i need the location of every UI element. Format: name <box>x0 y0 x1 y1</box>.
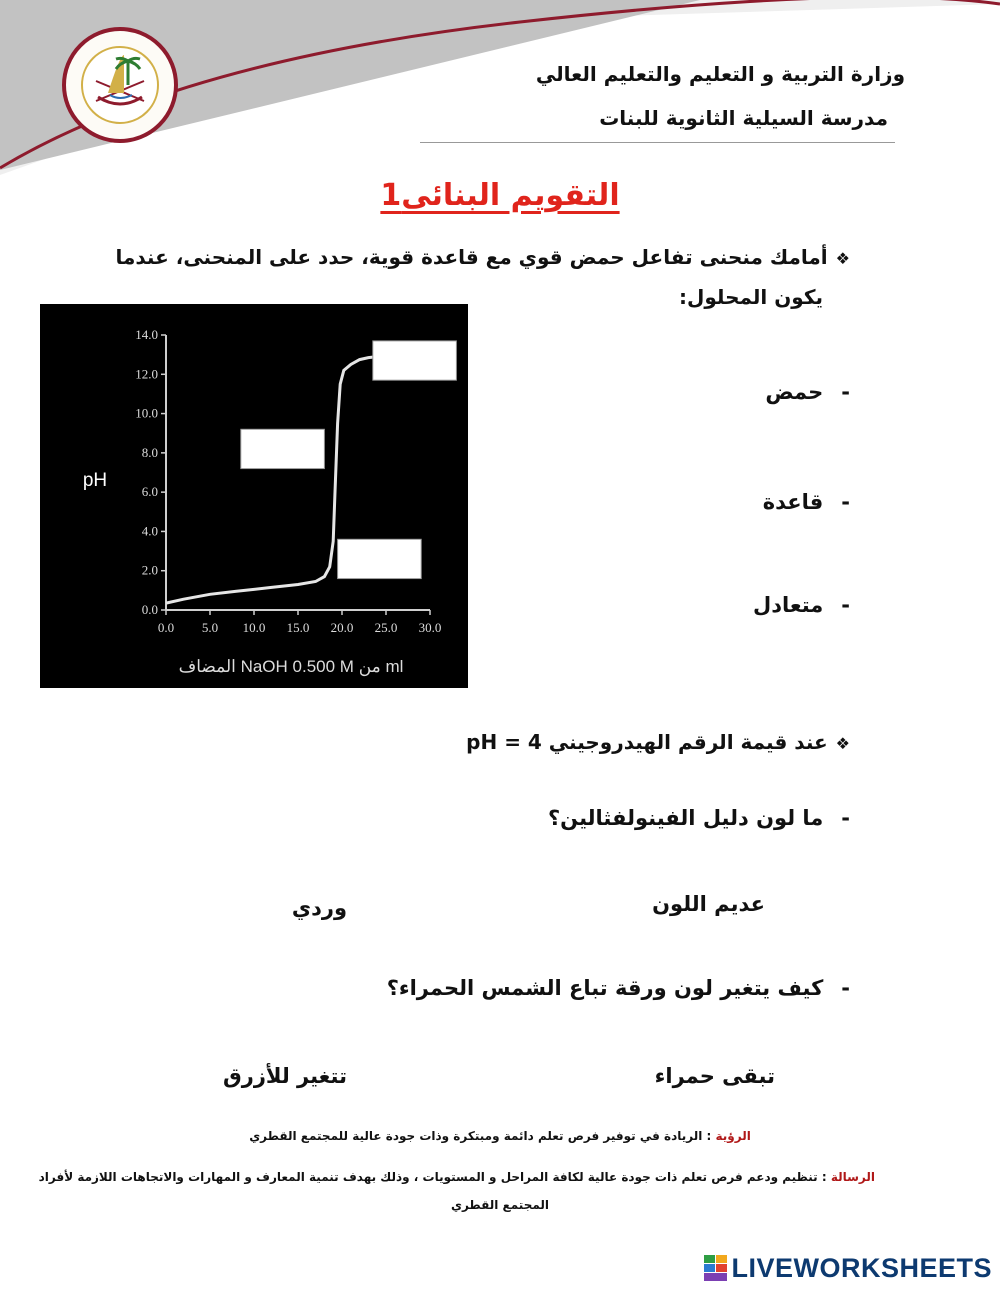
mission-statement: الرسالة : تنظيم ودعم فرص تعلم ذات جودة عالية لكافة المراحل و المستويات ، وذلك بهدف تنمية المعارف و المهارات والاتجاهات اللازمة لأفراد <box>38 1170 875 1184</box>
option-neutral <box>753 593 850 617</box>
chart-ylabel: pH <box>82 470 108 491</box>
liveworksheets-brand[interactable] <box>704 1253 992 1283</box>
x-tick-label: 0.0 <box>157 620 175 635</box>
sub-question-2-text: كيف يتغير لون ورقة تباع الشمس الحمراء؟ <box>386 976 824 1000</box>
option-neutral-label: متعادل <box>752 593 824 617</box>
choice-pink[interactable]: وردي <box>291 896 347 920</box>
sub-question-1-text: ما لون دليل الفينولفثالين؟ <box>548 806 824 830</box>
dash-bullet: - <box>841 976 850 1000</box>
y-tick-label: 6.0 <box>141 484 158 500</box>
liveworksheets-wordmark: LIVEWORKSHEETS <box>731 1252 992 1283</box>
question-2 <box>466 730 850 754</box>
page-title-wrap <box>0 178 1000 213</box>
dash-bullet: - <box>841 593 850 617</box>
vision-statement: الرؤية : الريادة في توفير فرص تعلم دائمة ومبتكرة وذات جودة عالية للمجتمع القطري <box>249 1129 751 1143</box>
y-tick-label: 10.0 <box>135 405 158 421</box>
header-divider <box>420 142 895 143</box>
question-1-text-cont: يكون المحلول: <box>679 285 823 309</box>
mission-label: الرسالة <box>830 1170 875 1184</box>
x-tick-label: 30.0 <box>418 620 442 635</box>
y-tick-label: 8.0 <box>141 444 158 460</box>
vision-label: الرؤية <box>715 1129 751 1143</box>
option-acid-label: حمض <box>765 380 824 404</box>
x-tick-label: 5.0 <box>201 620 219 635</box>
diamond-bullet-icon: ❖ <box>835 249 850 268</box>
school-name: مدرسة السيلية الثانوية للبنات <box>599 106 888 130</box>
vision-text: الريادة في توفير فرص تعلم دائمة ومبتكرة وذات جودة عالية للمجتمع القطري <box>249 1129 703 1143</box>
sub-question-1 <box>548 806 850 830</box>
answer-drop-box-1[interactable] <box>373 341 457 380</box>
diamond-bullet-icon: ❖ <box>835 734 850 753</box>
choice-turns-blue[interactable]: تتغير للأزرق <box>222 1064 347 1088</box>
choice-stays-red[interactable]: تبقى حمراء <box>654 1064 775 1088</box>
page-title: التقويم البنائى1 <box>380 178 620 213</box>
question-1 <box>115 245 850 269</box>
option-base <box>763 490 850 514</box>
y-tick-label: 14.0 <box>135 327 158 342</box>
y-tick-label: 4.0 <box>141 523 158 539</box>
answer-drop-box-3[interactable] <box>338 539 422 578</box>
question-1-text: أمامك منحنى تفاعل حمض قوي مع قاعدة قوية، حدد على المنحنى، عندما <box>115 245 828 269</box>
sub-question-2 <box>387 976 850 1000</box>
y-tick-label: 2.0 <box>141 562 158 578</box>
x-tick-label: 10.0 <box>242 620 266 635</box>
dash-bullet: - <box>841 806 850 830</box>
state-emblem-logo <box>60 25 180 145</box>
x-tick-label: 25.0 <box>374 620 398 635</box>
ministry-name: وزارة التربية و التعليم والتعليم العالي <box>535 62 905 86</box>
dash-bullet: - <box>841 380 850 404</box>
y-tick-label: 12.0 <box>135 366 158 382</box>
mission-statement-cont: المجتمع القطري <box>450 1198 550 1212</box>
liveworksheets-logo-icon <box>704 1255 728 1281</box>
answer-drop-box-2[interactable] <box>241 429 325 468</box>
dash-bullet: - <box>841 490 850 514</box>
chart-xlabel: ml من NaOH 0.500 M المضاف <box>178 657 404 676</box>
titration-chart <box>40 304 468 688</box>
option-base-label: قاعدة <box>762 490 824 514</box>
x-tick-label: 15.0 <box>286 620 310 635</box>
option-acid <box>765 380 850 404</box>
choice-colorless[interactable]: عديم اللون <box>652 892 765 916</box>
x-tick-label: 20.0 <box>330 620 354 635</box>
y-tick-label: 0.0 <box>141 602 158 617</box>
question-2-text: عند قيمة الرقم الهيدروجيني pH = 4 <box>466 730 828 754</box>
mission-text: تنظيم ودعم فرص تعلم ذات جودة عالية لكافة المراحل و المستويات ، وذلك بهدف تنمية المعارف و المهارات والاتجاهات اللازمة لأفراد <box>38 1170 818 1184</box>
